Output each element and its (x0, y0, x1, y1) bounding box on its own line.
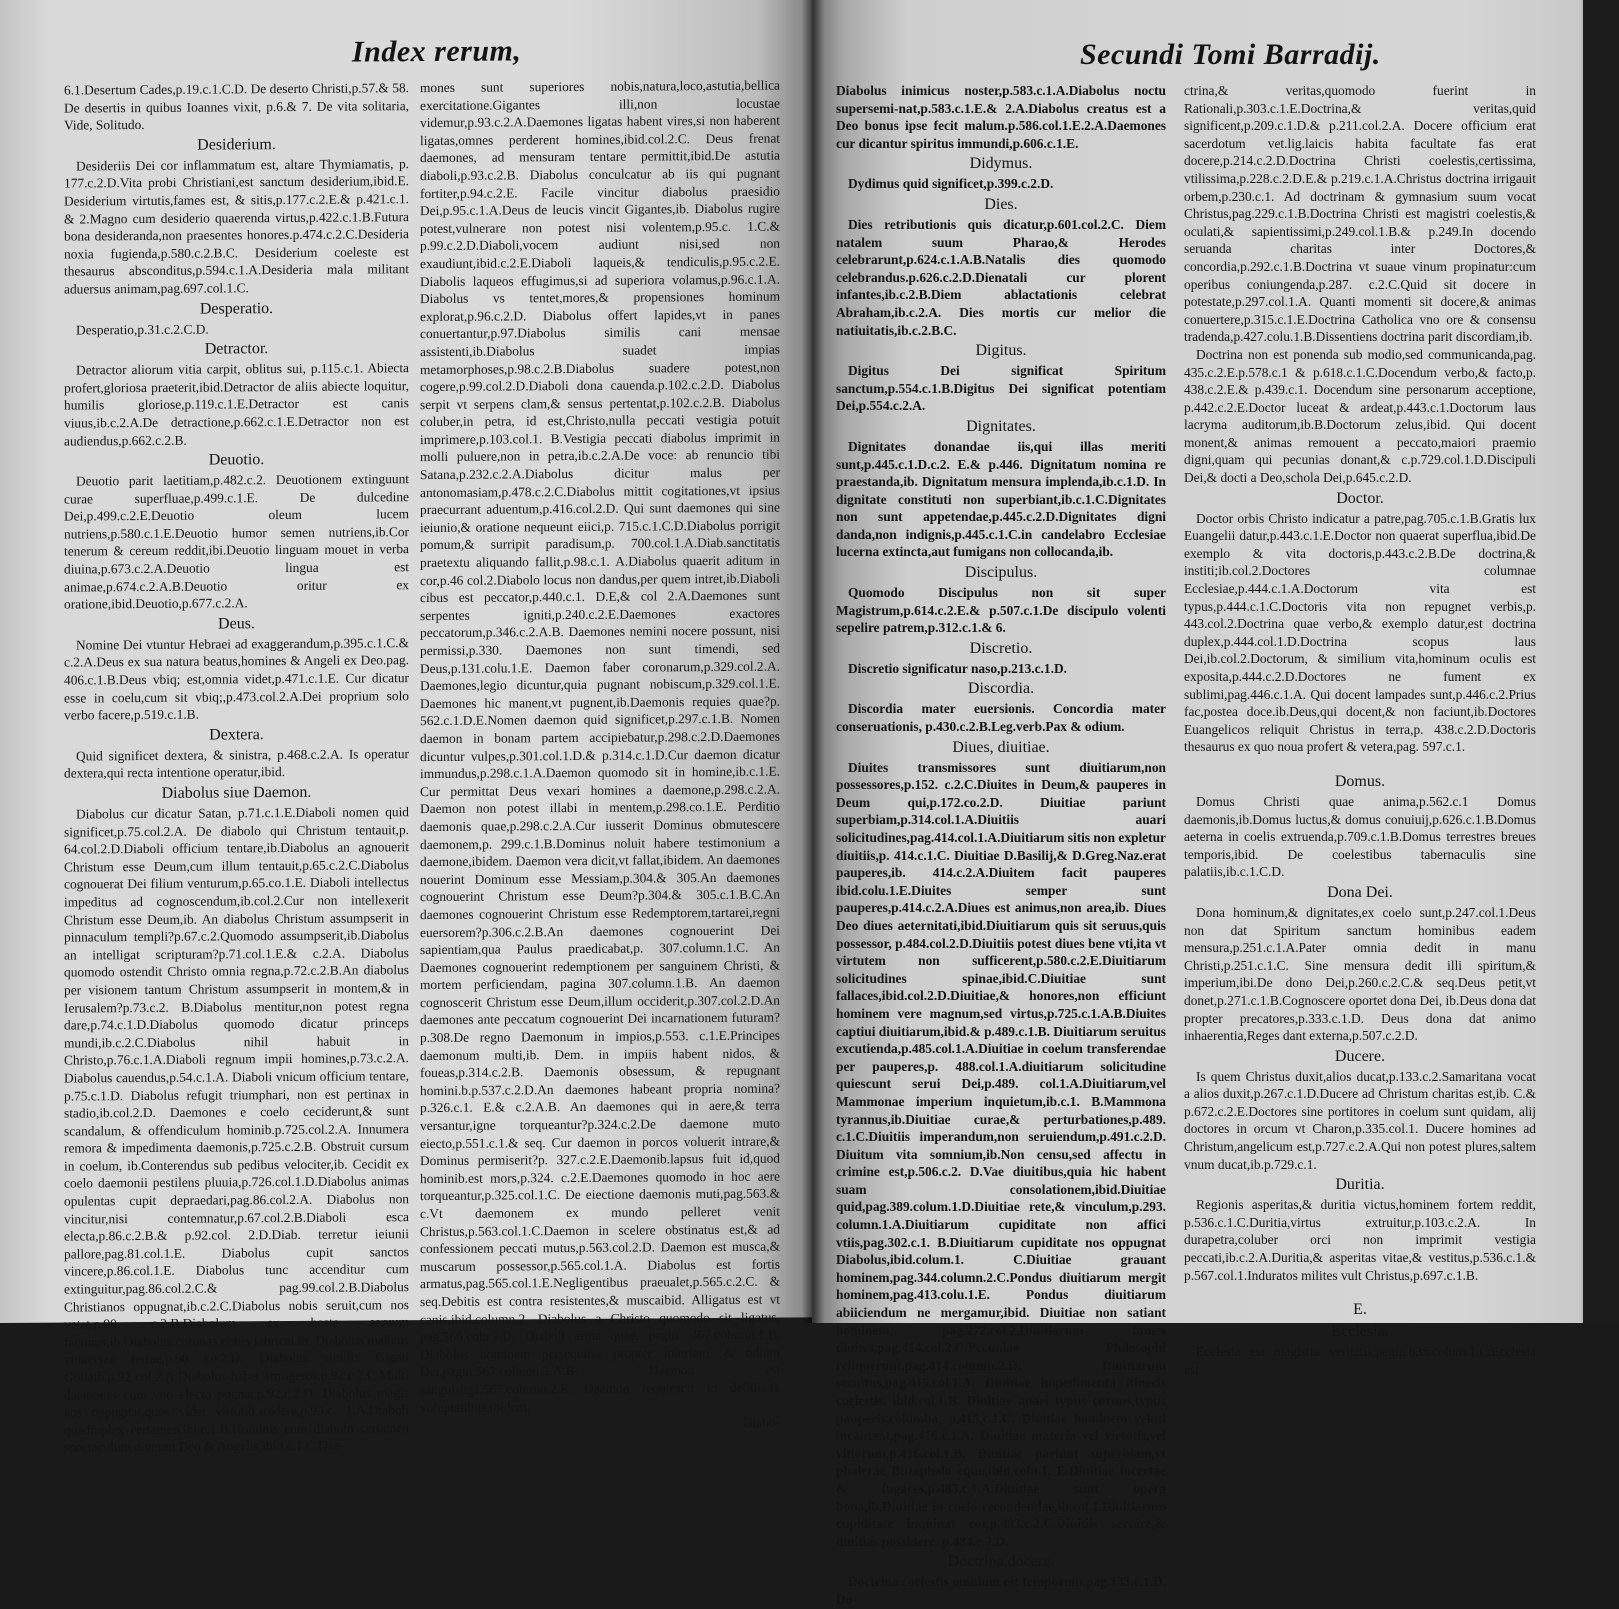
index-entry: Dona hominum,& dignitates,ex coelo sunt,p.247.col.1.Deus non dat Spiritum sanctum hominibus eadem mensura,p.251.c.1.A.Pater omnia dedit in manu Christi,p.251.c.1.C. Sine mensura dedit illi spiritum,& imperium,ibi.De dono Dei,p.260.c.2.C.& seq.Deus petit,vt donet,p.271.c.1.B.Cognoscere oportet dona Dei, ib.Deus dona dat propter precatores,p.333.c.1.D. Deus dona dat animo inhaerentia,Reges dant externa,p.507.c.2.D. (1184, 904, 1536, 1044)
index-entry: Diabolus inimicus noster,p.583.c.1.A.Diabolus noctu supersemi-nat,p.583.c.1.E.& 2.A.Diabolus creatus est a Deo bonus ipse fecit malum.p.586.col.1.E.2.A.Daemones cur dicantur spiritus immundi,p.606.c.1.E. (836, 83, 1166, 151)
index-heading: Deus. (218, 615, 255, 633)
index-heading: Doctrina,docere. (947, 1553, 1055, 1571)
index-heading: Domus. (1334, 772, 1386, 790)
index-heading: Desperatio. (199, 299, 274, 318)
index-entry: Discordia mater euersionis. Concordia mater conseruationis, p.430.c.2.B.Leg.verb.Pax & odium. (836, 701, 1166, 735)
index-entry: Ecclesia est magistra veritatis,pagin.635.colum.1.C.Ecclesia est (1184, 1344, 1536, 1377)
index-heading: Discretio. (969, 639, 1033, 657)
index-heading: Ducere. (1334, 1047, 1386, 1065)
index-heading: Desiderium. (197, 135, 276, 154)
index-entry: Is quem Christus duxit,alios ducat,p.133.c.2.Samaritana vocat a alios duxit,p.267.c.1.D.Ducere ad Christum charitas est,ib. C.& p.672.c.2.E.Doctores sine portitores in coelum sunt quidam, alij doctores in orcum vt Charon,p.335.col.1. Ducere homines ad Christum,angelicum est,p.727.c.2.A.Qui non potest plures,saltem vnum ducat,ib.p.729.c.1. (1184, 1068, 1536, 1172)
index-heading: Dona Dei. (1327, 883, 1393, 901)
index-entry: Quomodo Discipulus non sit super Magistrum,p.614.c.2.E.& p.507.c.1.De discipulo volenti sepelire patrem,p.312.c.1.& 6. (836, 585, 1166, 636)
index-column-3 (836, 82, 1166, 1607)
index-heading: Doctor. (1336, 489, 1384, 507)
index-heading: Discipulus. (964, 564, 1038, 582)
scan-edge (1583, 0, 1619, 1323)
index-heading: Didymus. (969, 155, 1033, 173)
index-column-1 (64, 79, 409, 1455)
index-entry: Digitus Dei significat Spiritum sanctum,p.554.c.1.B.Digitus Dei significat potentiam Dei,p.554.c.2.A. (836, 363, 1166, 414)
right-page (812, 0, 1619, 1607)
index-heading: Duritia. (1335, 1176, 1385, 1194)
index-heading: E. (1353, 1301, 1367, 1319)
index-entry: Quid significet dextera, & sinistra, p.468.c.2.A. Is operatur dextera,qui recta intentione operatur,ibid. (64, 745, 409, 781)
index-heading: Dies. (984, 195, 1018, 213)
index-entry: ctrina,& veritas,quomodo fuerint in Rationali,p.303.c.1.E.Doctrina,& veritas,quid significent,p.209.c.1.D.& p.211.col.2.A. Docere officium erat sacerdotum vet.lig.laicis habita facultate fas erat docere,p.214.c.2.D.Doctrina Christi coelestis,certissima, vtilissima,p.228.c.2.D.E.& p.219.c.1.A.Christus doctrina irrigauit orbem,p.230.c.1. Ad doctrinam & gymnasium suum vocat Christus,pag.229.c.1.B.Doctrina Christi est magistri coelestis,& oculati,& sapientissimi,p.249.col.1.B.& p.249.In docendo seruanda charitas inter Doctores,& concordia,p.292.c.1.B.Doctrina vt suaue vinum propinatur:cum operibus coniungenda,p.287. c.2.C.Quid sit docere in potestate,p.297.col.1.A. Quanti momenti sit docere,& animas conuertere,p.315.c.1.E.Doctrina Catholica vno ore & consensu tradenda,p.427.colu.1.B.Dissentiens doctrina parit discordiam,ib. (1184, 83, 1536, 345)
catchword: Diabo- (742, 1414, 780, 1430)
index-heading: Diues, diuitiae. (952, 738, 1050, 756)
index-entry: Domus Christi quae anima,p.562.c.1 Domus daemonis,ib.Domus luctus,& domus conuiuij,p.626.c.1.B.Domus aeterna in coelis extruenda,p.709.c.1.B.Domus terrestres breues temporis,ibid. De coelestibus tabernaculis sine palatiis,ib.c.1.C.D. (1184, 793, 1536, 880)
index-heading: Deuotio. (208, 451, 265, 469)
index-heading: Ecclesia. (1331, 1323, 1389, 1341)
spacer (1184, 756, 1536, 770)
running-head: Secundi Tomi Barradij. (1080, 38, 1381, 71)
book-gutter (802, 0, 824, 1323)
index-entry: Desperatio,p.31.c.2.C.D. (76, 321, 209, 338)
index-entry: 6.1.Desertum Cades,p.19.c.1.C.D. De deserto Christi,p.57.& 58. De desertis in quibus Ioannes vixit, p.6.& 7. De vita solitaria, Vide, Solitudo. (64, 80, 409, 133)
index-entry: Dydimus quid significet,p.399.c.2.D. (848, 176, 1054, 192)
running-head: Index rerum, (352, 34, 522, 69)
index-entry: Dies retributionis quis dicatur,p.601.col.2.C. Diem natalem suum Pharao,& Herodes celebrarunt,p.624.c.1.A.B.Natalis dies quomodo celebrandus.p.626.c.2.D.Dienatali cur plorent infantes,ib.c.2.B.Diem ablactationis celebrat Abraham,ib.c.2.A. Dies mortis cur melior die natiuitatis,ib.c.2.B.C. (836, 216, 1166, 338)
index-heading: Dignitates. (966, 417, 1036, 435)
index-entry: Nomine Dei vtuntur Hebraei ad exaggerandum,p.395.c.1.C.& c.2.A.Deus ex sua natura beatus,homines & Angeli ex Deo.pag. 406.c.1.B.Deus vbiq; est,omnia videt,p.471.c.1.E. Cur dicatur esse in coelu,cum sit vbiq;,p.473.col.2.A.Dei proprium solo verbo facere,p.519.c.1.B. (64, 634, 409, 723)
index-entry: Deuotio parit laetitiam,p.482.c.2. Deuotionem extinguunt curae superfluae,p.499.c.1.E. De dulcedine Dei,p.499.c.2.E.Deuotio oleum lucem nutriens,p.580.c.1.E.Deuotio humor semen nutriens,ib.Cor tenerum & cereum reddit,ibi.Deuotio linguam mouet in verba diuina,p.673.c.2.A.Deuotio lingua est animae,p.674.c.2.A.B.Deuotio oritur ex oratione,ibid.Deuotio,p.677.c.2.A. (64, 471, 409, 612)
index-heading: Dextera. (209, 725, 264, 744)
index-entry: Desideriis Dei cor inflammatum est, altare Thymiamatis, p. 177.c.2.D.Vita probi Christiani,est sanctum desiderium,ibid.E. Desiderium virtutis,fames est, & sitis,p.177.c.2.E.& p.421.c.1. & 2.Magno cum desiderio quaerenda virtus,p.422.c.1.B.Futura bona desideranda,non praesentes honores.p.474.c.2.C.Desideria noxia fugienda,p.580.c.2.B.C. Desiderium coeleste est thesaurus absconditus,p.594.c.1.A.Desideria mala militant aduersus animam,pag.697.col.1.C. (64, 155, 409, 297)
index-entry: Doctrina non est ponenda sub modio,sed communicanda,pag. 435.c.2.E.p.578.c.1 & p.618.c.1.C.Docendum verbo,& facto,p. 438.c.2.E.& p.439.c.1. Docendum sine personarum acceptione, p.442.c.2.E.Doctor luceat & ardeat,p.443.c.1.Doctorum laus lacryma auditorum,ib.B.Doctorum zelus,ibid. Qui docent monent,& animas remouent a peccato,maiori praemio digni,quam qui pecunias donant,& c.p.729.col.1.D.Discipuli Dei,& docti a Deo,schola Dei,p.645.c.2.D. (1184, 346, 1536, 486)
index-entry: Diabolus cur dicatur Satan, p.71.c.1.E.Diaboli nomen quid significet,p.75.col.2.A. De diabolo qui Christum tentauit,p. 64.col.2.D.Diaboli officium tentare,ib.Diabolus an agnouerit Christum esse Deum,cum illum tentauit,p.65.c.2.C.Diabolus cognouerat Dei filium venturum,p.65.co.1.E. Diaboli intellectus impeditus ad cognoscendum,ib.col.2.Cur non intellexerit Christum esse Deum,ib. An diabolus Christum assumpserit in pinnaculum templi?p.67.c.2.Quomodo assumpserit,ib.Diabolus an intelligat scripturam?p.71.col.1.E.& c.2.A. Diabolus quomodo ostendit Christo omnia regna,p.72.c.2.B.An diabolus per visionem tantum Christum assumpserit in montem,& in Ierusalem?p.73.c.2. B.Diabolus mentitur,non potest regna dare,p.74.c.1.D.Diabolus quomodo dicatur princeps mundi,ib.c.2.C.Diabolus nihil habuit in Christo,p.76.c.1.A.Diaboli regnum impii homines,p.73.c.2.A. Diabolus cauendus,p.54.c.1.A. Diaboli vnicum officium tentare, p.75.c.1.D. Diabolus refugit triumphari, non est pertinax in stadio,ib.col.2.D. Daemones e coelo ceciderunt,& sunt scandalum, & offendiculum hominib.p.725.col.2.A. Innumera remora & impedimenta daemonis,p.725.c.2.B. Obstruit cursum in coelum, ib.Conterendus sub pedibus velociter,ib. Cecidit ex coelo daemonii pestilens pluuia,p.726.col.1.D.Diabolus animas opulentas cupit depraedari,pag.86.col.2.A. Diabolus non vincitur,nisi contemnatur,p.67.col.2.B.Diaboli esca electa,p.86.c.2.B.& p.92.col. 2.D.Diab. terretur ieiunii pallore,pag.81.col.1.E. Diabolus cupit sanctos vincere,p.86.col.1.E. Diabolus tunc accenditur cum extinguitur,pag.86.col.2.C.& pag.99.col.2.B.Diabolus Christianos oppugnat,ib.c.2.C.Diabolus nobis seruit,cum nos vetat,p.90. c.2.B.Diabolum ex hoste seruum facimus,ib.Diabolus coronas nobis fabricat,ib. Diabolus malleus vniuersae terrae,p.90 co.2.D. Diabolus similis Gigati Goliath,p.92 col.2.A.Diabolus habet armigeros,p.92.c.2.C.Multi daemones cum vno electo pugnat,p.92.c.2.D. Diabolus magis eos oppugnat,quos videt virtutib.studere,p.93.c. 1.A.Diaboli quadruplex certamen,ibi.c.1.B.Hominis cum diabolo certamen spectaculum dignum Deo & Angelis,ibid.c.1.C.Dae- (64, 804, 409, 1455)
index-entry: Doctrina coelestis omnium est temporum,pag.133.c.1.D. Do- (836, 1574, 1166, 1607)
index-entry: Dignitates donandae iis,qui illas meriti sunt,p.445.c.1.D.c.2. E.& p.446. Dignitatum nomina re praestanda,ib. Dignitatum mensura implenda,ib.c.1.D. In dignitate constituti non superbiant,ib.c.1.C.Dignitates non sunt appetendae,p.445.c.2.D.Dignitates digni danda,non indignis,p.445.c.1.C.in candelabro Ecclesiae lucerna extincta,aut fumigans non collocanda,ib. (836, 438, 1166, 560)
index-entry: Regionis asperitas,& duritia victus,hominem fortem reddit, p.536.c.1.C.Duritia,virtus extruitur,p.103.c.2.A. In durapetra,coluber orci non imprimit vestigia peccati,ib.c.2.A.Duritia,& asperitas vitae,& vestitus,p.536.c.1.& p.567.col.1.Induratos milites vult Christus,p.697.c.1.B. (1184, 1197, 1536, 1283)
index-entry: Discretio significatur naso,p.213.c.1.D. (848, 660, 1067, 676)
index-heading: Detractor. (204, 340, 269, 358)
index-entry: mones sunt superiores nobis,natura,loco,astutia,bellica exercitatione.Gigantes illi,non locustae videmur,p.93.c.2.A.Daemones ligatas habent vires,si non haberent ligatas,omnes perderent homines,ibid.col.2.C. Deus frenat daemones, ad mensuram tentare permittit,ibid.De astutia diaboli,p.93.c.2.B. Diabolus conculcatur ab iis qui pugnant fortiter,p.94.c.2.E. Facile vincitur diabolus praesidio Dei,p.95.c.1.A.Deus de leucis vincit Gigantes,ib. Diabolus rugire potest,vulnerare non potest nisi volentem,p.95.c. 1.C.& p.99.c.2.D.Diaboli,vocem audiunt nisi,sed non exaudiunt,ibid.c.2.E.Diaboli laqueis,& tendiculis,p.95.c.2.E. Diabolis laqueos effugimus,si ad superiora volamus,p.96.c.1.A. Diabolus vs tentet,mores,& propensiones hominum explorat,p.96.c.2.D. Diabolus offert lapides,vt in panes conuertantur,p.97.Diabolus similis cani mensae assistenti,ib.Diabolus suadet impias metamorphoses,p.98.c.2.B.Diabolus suadere potest,non cogere,p.99.col.2.D.Diaboli dona cauenda.p.102.c.2.D. Diabolus serpit vt serpens clam,& sensus pertentat,p.102.c.2.B. Diabolus coluber,in petra, id est,Christo,nulla peccati vestigia potuit imprimere,p.103.col.1. B.Vestigia peccati diabolus imprimit in molli puluere,non in petra,ib.c.2.A.De voce: ab renuncio tibi Satana,p.232.c.2.A.Diabolus dicitur malus per antonomasiam,p.478.c.2.C.Diabolus mittit cogitationes,vt ipsius praecurrant aduentum,p.416.col.2.D. Qui sunt daemones qui sine ieiunio,& oratione nequeunt eiici,p. 715.c.1.C.D.Diabolus porrigit pomum,& surripit paradisum,p. 700.col.1.A.Diab.sanctitatis praetextu aliquando fallit,p.98.c.1. A.Diabolus quaerit aditum in cor,p.46 col.2.Diabolo locus non dandus,per quem intret,ib.Diaboli cibus est peccator,p.440.c.1. D.E,& col 2.A.Daemones sunt serpentes igniti,p.240.c.2.E.Daemones exactores peccatorum,p.346.c.2.A.B. Daemones nemini nocere possunt, nisi permissi,p.330. Daemones non sunt timendi, sed Deus,p.131.colu.1.E. Daemon faber coronarum,p.329.col.2.A. Daemones,legio dicuntur,quia pugnant nobiscum,p.329.col.1.E. Daemones hic manent,vt pugnent,ib.Daemonis requies quae?p. 562.c.1.D.E.Nomen daemon quid significet,p.297.c.1.B. Nomen daemon in bonam partem accipiebatur,p.298.c.2.D.Daemones dicuntur vulpes,p.301.col.1.D.& p.314.c.1.D.Cur daemon dicatur immundus,p.298.c.1.A.Daemon quomodo sit in homine,ib.c.1.E. Cur permittat Deus vexari homines a daemone,p.298.c.2.A. Daemon non potest illabi in mentem,p.298.co.1.E. Perditio daemonis quae,p.298.c.2.A.Cur iusserit Dominus obmutescere daemonem,p. 299.c.1.B.Dominus noluit habere testimonium a daemone,ibidem. Daemon vera dicit,vt fallat,ibidem. An daemones nouerint Dominum esse Messiam,p.304.& 305.An daemones cognouerint Christum esse Deum?p.304.& 305.c.1.B.C.An daemones cognouerint Christum esse Redemptorem,tartarei,regni euersorem?p.306.c.2.B.An daemones cognouerint Dei sapientiam,qua Paulus praedicabat,p. 307.column.1.C. An Daemones cognouerint redemptionem per sanguinem Christi, & mortem perficiendam, pagina 307.column.1.B. An daemon cognoscerit Christum esse Deum,illum occiderit,p.307.col.2.D.An daemones ante peccatum cognouerint Dei incarnationem futuram?p.308.De regno Daemonum in impios,p.553. c.1.E.Principes daemonum multi,ib. Dem. in impiis habent nidos, & foueas,p.314.c.2.B. Daemonis obsessum, & repugnant homini.b.p.537.c.2.D.An daemones habeant propria nomina?p.326.c.1. E.& c.2.A.B. An daemones qui in aere,& terra versantur,igne torqueantur?p.324.c.2.De daemone muto eiecto,p.551.c.1.& seq. Cur daemon in porcos voluerit intrare,& Dominus permiserit?p. 327.c.2.E.Daemonib.lapsus fuit id,quod hominib.est mors,p.324. c.2.E.Daemones quomodo in hoc aere torqueantur,p.325.col.1.C. De eiectione daemonis muti,pag.563.& c.Vt daemonem ex mundo pelleret venit Christus,p.563.col.1.C.Daemon in scelere obstinatus est,& ad confessionem peccati mutus,p.563.col.2.D. Daemon est musca,& muscarum possessor,p.565.col.1.A. Diabolus est fortis armatus,pag.565.col.1.E.Negligentibus praeualet,p.565.c.2.C. & seq.Debitis est contra resistentes,& muscaibid. Alligatus est vt canis,ibid.column.2. Diabolus a Christo quomodo sit ligatus, pag.566.colu.2.D. Diaboli arma quae, pagin. 467.column.1.B. Diabolus hominem persequitur propter iniuriam, & odium Dei,pagin.567.column.2.A.B. Daemon est sanguisuga,567.column.2.E. Daemon requiescit in delitiis,& voluptatibus,ibidem. (420, 77, 780, 1415)
index-column-4 (1184, 82, 1536, 1377)
left-page (0, 0, 814, 1455)
spacer (1184, 1284, 1536, 1298)
index-column-2 (420, 77, 780, 1430)
index-entry: Detractor aliorum vitia carpit, oblitus sui, p.115.c.1. Abiecta profert,gloriosa praeterit,ibid.Detractor de aliis abiecte loquitur, humilis gloriose,p.119.c.1.E.Detractor est canis viuus,ib.c.2.A.De detractione,p.662.c.1.E.Detractor non est audiendus,p.662.c.2.B. (64, 360, 409, 449)
index-entry: Doctor orbis Christo indicatur a patre,pag.705.c.1.B.Gratis lux Euangelii datur,p.443.c.1.E.Doctor non quaerat superflua,ibid.De exemplo & vita doctoris,p.443.c.2.B.De doctrina,& institi;ib.col.2.Doctores columnae Ecclesiae,p.444.c.1.A.Doctorum vita est typus,p.444.c.1.C.Doctoris vita non repugnet verbis,p. 443.col.2.Doctrina quae verbo,& exemplo datur,est doctrina duplex,p.444.col.1.D.Doctrina scopus laus Dei,ib.col.2.Doctorum, & similium vita,hominum oculis est exposita,p.444.c.2.D.Doctores ne fument ex sublimi,pag.446.c.1.A. Qui docent lampades sunt,p.446.c.2.Prius fac,postea doce.ib.Deus,qui docent,& non faciunt,ib.Doctores Euangelicos reliquit Christus in terra,p. 438.c.2.D.Doctoris thesaurus ex quo noua profert & vetera,pag. 597.c.1. (1184, 510, 1536, 755)
index-heading: Digitus. (975, 342, 1027, 360)
index-heading: Diabolus siue Daemon. (161, 783, 312, 802)
index-entry: Diuites transmissores sunt diuitiarum,non possessores,p.152. c.2.C.Diuites in Deum,& pauperes in Deum qui,p.172.co.2.D. Diuitiae pariunt superbiam,p.314.col.1.A.Diuitiis auari solicitudines,pag.414.col.1.A.Diuitiarum sitis non expletur diuitiis,p. 414.c.1.C. Diuitiae D.Basilij,& D.Greg.Naz.erat pauperes,ib. 414.c.2.A.Diuitem facit pauperes ibid.colu.1.E.Diuites semper sunt pauperes,p.414.c.2.A.Diues est animus,non area,ib. Diues Deo diues aeternitati,ibid.Diuitiarum quis sit seruus,quis possessor, p.484.col.2.D.Diuitiis potest diues bene vti,ita vt virtutem non sufficerent,p.580.c.2.E.Diuitiarum solicitudines spinae,ibid.C.Diuitiae sunt fallaces,ibid.col.2.D.Diuitiae,& honores,non efficiunt hominem vere magnum,sed virtus,p.725.c.1.A.B.Diuites captiui diuitiarum,ibid.& p.489.c.1.B. Diuitiarum seruitus excutienda,p.485.col.1.A.Diuitiae in coelum transferendae per pauperes,p. 488.col.1.A.diuitiarum solicitudine quiescunt serui Dei,p.489. col.1.A.Diuitiarum,vel Mammonae imperium inquietum,ib.c.1. B.Mammona tyrannus,ib.Diuitiae curae,& perturbationes,p.489. c.1.C.Diuitiis imperandum,non seruiendum,p.491.c.2.D. Diuitum vita somnium,ib.Non censu,sed affectu in crimine est,p.506.c.2. D.Vae diuitibus,quia hic habent suam consolationem,ibid.Diuitiae quid,pag.389.colum.1.D.Diuitiae rete,& vinculum,p.293. column.1.A.Diuitiarum cupiditate non affici vtiis,pag.302.c.1. B.Diuitiarum cupiditate nos oppugnat Diabolus,ibid.colum.1. C.Diuitiae grauant hominem,pag.344.column.2.C.Pondus diuitiarum mergit hominem,pag.413.colu.1.E. Pondus diuitiarum abiiciendum ne mergamur,ibid. Diuitiae non satiant hominem, pag.272.col.2.Diuitiarum fames diuites,pag.414.col.2.C.Pecuniae Philosophi reliquerunt,pag.414.column.2.D. Diuitiarum seruitus,pag.415.col.1.A. Diuitiae impedimenta itineris coelestis, ibid.col.1.B. Diuitiae auari typus coruus,typus pauperis,columba, p.415.c.1.C. Diuitiae hominem veluti incantant,pag.416.c.1.A. Diuitiae materia vel virtutis,vel vitiorum,p.416.col.1.B. Diuitiae pariunt superbiam,vt phalerae Buzephalo equo,ibid.colu.1. E.Diuitiae incertae & fugaces,p.483.c.1.A.Diuitiae sunt opera bona,ib.Diuitiae in coelo recondendae,ib.col.1.Diuitiarum cupiditate inquinat cor,p.483.c.2.C.Diuitiis seruire,& diuitias possidere, p.484.c.2.D. (836, 759, 1166, 1549)
index-heading: Discordia. (967, 680, 1035, 698)
